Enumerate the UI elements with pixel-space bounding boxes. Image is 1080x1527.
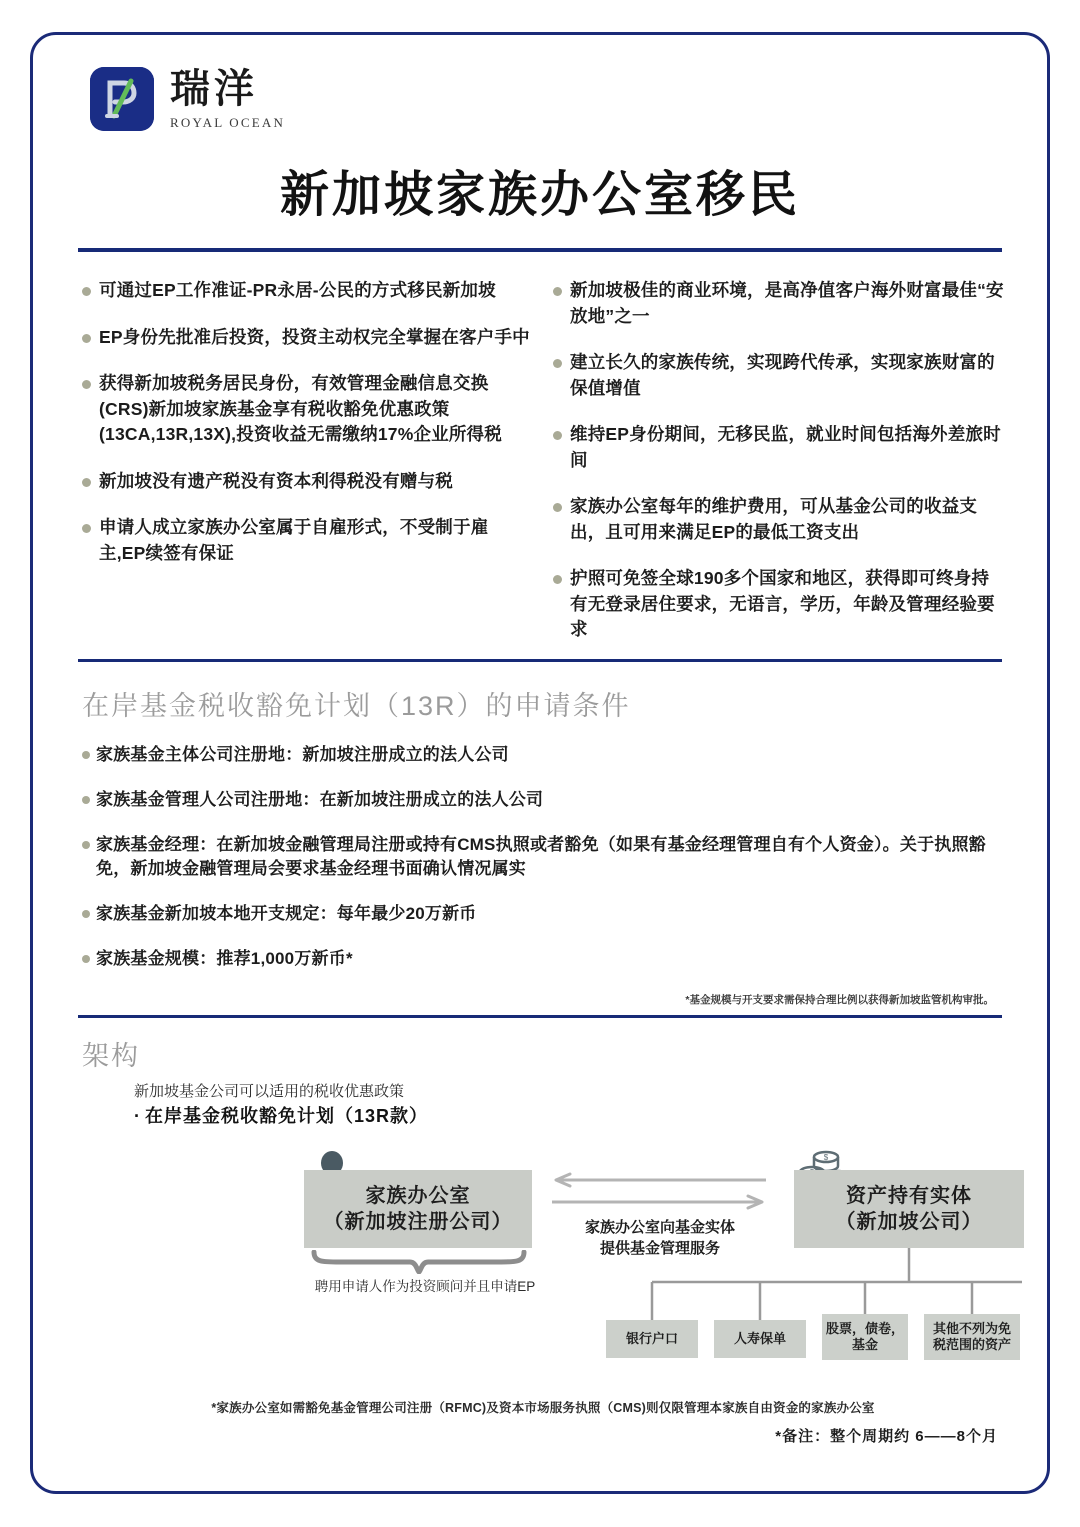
bullet-dot-icon xyxy=(82,955,90,963)
list-item-text: 维持EP身份期间，无移民监，就业时间包括海外差旅时间 xyxy=(570,424,1001,470)
conditions-heading: 在岸基金税收豁免计划（13R）的申请条件 xyxy=(82,691,631,722)
diagram-node-bank-account xyxy=(606,1320,698,1358)
bullet-dot-icon xyxy=(82,524,91,533)
benefits-section xyxy=(70,252,1010,659)
list-item xyxy=(82,371,533,448)
family-office-line2: （新加坡注册公司） xyxy=(323,1211,513,1234)
caption-bullet-icon: · xyxy=(134,1106,141,1127)
caption-line2-text: 在岸基金税收豁免计划（13R款） xyxy=(145,1106,429,1127)
list-item-text: 新加坡极佳的商业环境，是高净值客户海外财富最佳“安放地”之一 xyxy=(570,280,1004,326)
bullet-dot-icon xyxy=(82,751,90,759)
conditions-section xyxy=(70,662,1010,1007)
brand-header xyxy=(70,60,1010,138)
diagram-node-life-insurance xyxy=(714,1320,806,1358)
structure-diagram xyxy=(82,1142,1011,1392)
list-item xyxy=(553,422,1004,473)
structure-footnote: *家族办公室如需豁免基金管理公司注册（RFMC)及资本市场服务执照（CMS)则仅限管理本家族自由资金的家族办公室 xyxy=(211,1401,875,1416)
diagram-node-other-assets xyxy=(924,1314,1020,1360)
bullet-dot-icon xyxy=(82,796,90,804)
list-item xyxy=(82,833,1004,883)
structure-caption-line1: 新加坡基金公司可以适用的税收优惠政策 xyxy=(134,1082,405,1100)
list-item xyxy=(553,278,1004,329)
list-item-text: EP身份先批准后投资，投资主动权完全掌握在客户手中 xyxy=(99,326,530,347)
list-item-text: 家族基金经理：在新加坡金融管理局注册或持有CMS执照或者豁免（如果有基金经理管理自有个人资金）。关于执照豁免，新加坡金融管理局会要求基金经理书面确认情况属实 xyxy=(96,834,986,879)
life-insurance-label: 人寿保单 xyxy=(733,1331,786,1347)
brand-wordmark xyxy=(170,66,286,130)
svg-text:$: $ xyxy=(823,1153,829,1163)
benefits-right-column xyxy=(553,278,1004,643)
securities-line1: 股票，债卷， xyxy=(825,1321,904,1337)
list-item-text: 获得新加坡税务居民身份，有效管理金融信息交换(CRS)新加坡家族基金享有税收豁免优惠政策(13CA,13R,13X),投资收益无需缴纳17%企业所得税 xyxy=(99,373,502,445)
structure-section xyxy=(70,1018,1010,1417)
list-item xyxy=(82,278,533,304)
bullet-dot-icon xyxy=(553,287,562,296)
brace-label: 聘用申请人作为投资顾问并且申请EP xyxy=(314,1279,536,1295)
bullet-dot-icon xyxy=(82,334,91,343)
list-item-text: 可通过EP工作准证-PR永居-公民的方式移民新加坡 xyxy=(99,280,496,300)
conditions-footnote: *基金规模与开支要求需保持合理比例以获得新加坡监管机构审批。 xyxy=(685,993,994,1006)
bullet-dot-icon xyxy=(82,380,91,389)
list-item xyxy=(82,515,533,566)
bullet-dot-icon xyxy=(553,359,562,368)
structure-caption-line2 xyxy=(134,1103,1004,1130)
bottom-note: *备注：整个周期约 6——8个月 xyxy=(775,1428,998,1445)
bullet-dot-icon xyxy=(82,478,91,487)
list-item-text: 护照可免签全球190多个国家和地区，获得即可终身持有无登录居住要求，无语言，学历，年龄及管理经验要求 xyxy=(570,568,995,640)
asset-entity-line2: （新加坡公司） xyxy=(835,1211,983,1234)
diagram-node-asset-holding-entity xyxy=(794,1170,1024,1248)
list-item-text: 建立长久的家族传统，实现跨代传承，实现家族财富的保值增值 xyxy=(570,352,995,398)
list-item-text: 家族基金主体公司注册地：新加坡注册成立的法人公司 xyxy=(96,745,509,765)
list-item-text: 家族基金规模：推荐1,000万新币* xyxy=(96,949,353,969)
benefits-left-column xyxy=(82,278,533,643)
page-title: 新加坡家族办公室移民 xyxy=(279,168,800,222)
arrow-label-line1: 家族办公室向基金实体 xyxy=(584,1219,735,1237)
bullet-dot-icon xyxy=(553,575,562,584)
list-item-text: 新加坡没有遗产税没有资本利得税没有赠与税 xyxy=(99,470,453,491)
list-item xyxy=(82,743,1004,768)
bullet-dot-icon xyxy=(553,431,562,440)
other-assets-line2: 税范围的资产 xyxy=(932,1337,1011,1353)
diagram-node-family-office xyxy=(304,1170,532,1248)
list-item xyxy=(553,494,1004,545)
list-item-text: 申请人成立家族办公室属于自雇形式，不受制于雇主,EP续签有保证 xyxy=(99,517,489,563)
asset-entity-line1: 资产持有实体 xyxy=(846,1185,972,1208)
page-content xyxy=(30,32,1050,1494)
securities-line2: 基金 xyxy=(851,1337,878,1353)
list-item xyxy=(82,902,1004,927)
structure-caption xyxy=(82,1081,1004,1131)
royal-ocean-logo-icon xyxy=(90,67,154,131)
bullet-dot-icon xyxy=(82,841,90,849)
brand-name-en: ROYAL OCEAN xyxy=(170,115,286,130)
list-item xyxy=(82,325,533,351)
bullet-dot-icon xyxy=(82,287,91,296)
bullet-dot-icon xyxy=(82,910,90,918)
list-item-text: 家族基金新加坡本地开支规定：每年最少20万新币 xyxy=(96,904,477,924)
list-item xyxy=(553,350,1004,401)
list-item xyxy=(553,566,1004,643)
brand-name-cn: 瑞洋 xyxy=(170,66,258,111)
arrow-label-line2: 提供基金管理服务 xyxy=(599,1239,720,1257)
other-assets-line1: 其他不列为免 xyxy=(932,1321,1011,1337)
family-office-line1: 家族办公室 xyxy=(365,1185,471,1208)
bank-account-label: 银行户口 xyxy=(625,1331,678,1347)
list-item xyxy=(82,469,533,495)
bidirectional-arrow-icon xyxy=(548,1172,770,1223)
diagram-node-securities xyxy=(822,1314,908,1360)
bullet-dot-icon xyxy=(553,503,562,512)
list-item-text: 家族办公室每年的维护费用，可从基金公司的收益支出，且可用来满足EP的最低工资支出 xyxy=(570,496,978,542)
list-item xyxy=(82,947,1004,972)
list-item-text: 家族基金管理人公司注册地：在新加坡注册成立的法人公司 xyxy=(96,789,544,809)
structure-heading: 架构 xyxy=(82,1040,140,1071)
list-item xyxy=(82,788,1004,813)
